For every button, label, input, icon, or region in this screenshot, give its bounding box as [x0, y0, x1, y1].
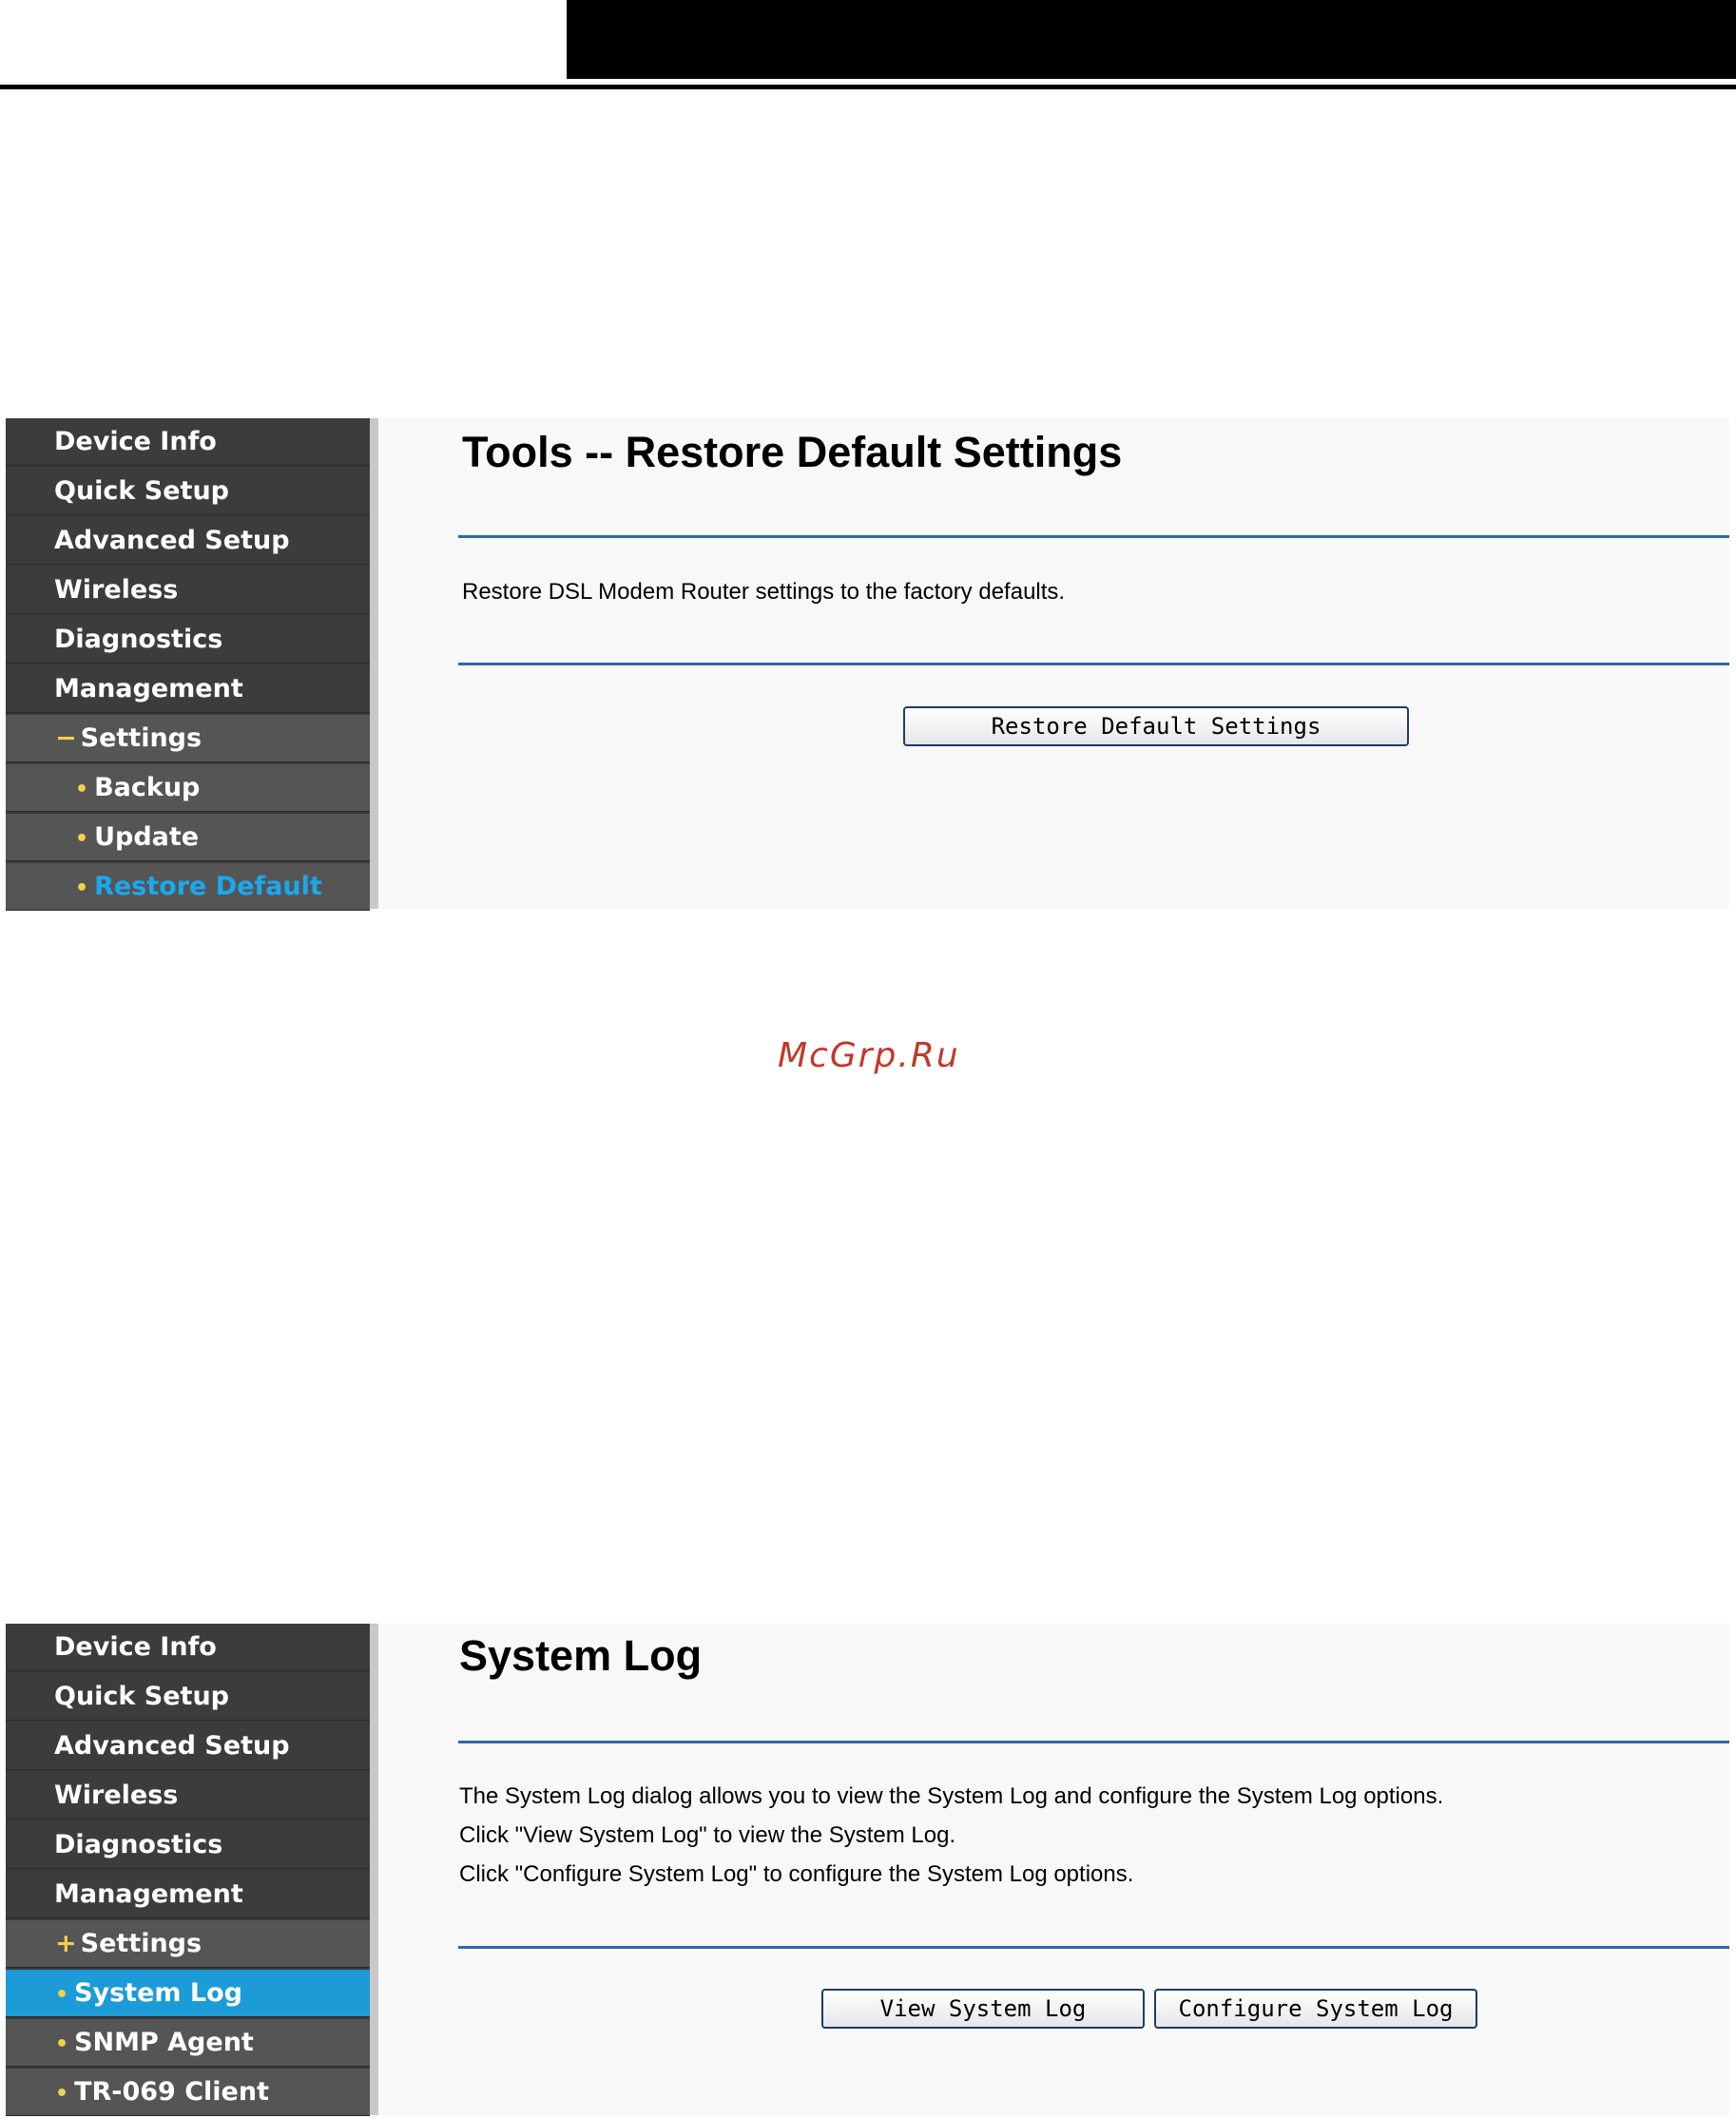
- bullet-icon: •: [55, 1983, 69, 2007]
- menu-item-quick-setup[interactable]: Quick Setup: [6, 468, 370, 515]
- view-system-log-button[interactable]: View System Log: [821, 1989, 1145, 2029]
- divider: [458, 663, 1729, 665]
- description-line-1: The System Log dialog allows you to view the System Log and configure the System Log options.: [459, 1783, 1444, 1809]
- sidebar-menu: [6, 1624, 378, 2115]
- menu-item-settings-label: Settings: [80, 723, 203, 753]
- menu-item-diagnostics[interactable]: Diagnostics: [6, 616, 370, 664]
- menu-item-device-info[interactable]: Device Info: [6, 418, 370, 466]
- system-log-screenshot: [0, 1624, 1736, 2115]
- menu-item-settings-label: Settings: [80, 1929, 203, 1958]
- menu-item-advanced-setup[interactable]: Advanced Setup: [6, 517, 370, 565]
- restore-default-settings-button[interactable]: Restore Default Settings: [903, 706, 1409, 746]
- menu-item-update-label: Update: [94, 822, 200, 852]
- content-panel: [378, 1624, 1729, 2115]
- menu-item-system-log-label: System Log: [74, 1978, 243, 2008]
- menu-item-snmp-agent-label: SNMP Agent: [74, 2028, 254, 2057]
- menu-item-settings[interactable]: [6, 1920, 370, 1968]
- collapse-icon: −: [55, 723, 77, 753]
- menu-item-backup-label: Backup: [94, 773, 201, 802]
- menu-item-tr069-client-label: TR-069 Client: [74, 2077, 270, 2107]
- header-rule: [0, 85, 1736, 89]
- menu-item-management[interactable]: Management: [6, 1871, 370, 1918]
- configure-system-log-button[interactable]: Configure System Log: [1154, 1989, 1477, 2029]
- menu-item-diagnostics[interactable]: Diagnostics: [6, 1821, 370, 1869]
- bullet-icon: •: [75, 827, 89, 851]
- description-line-3: Click "Configure System Log" to configure the System Log options.: [459, 1861, 1134, 1887]
- page-title: Tools -- Restore Default Settings: [462, 428, 1123, 476]
- sidebar-menu: [6, 418, 378, 909]
- menu-item-quick-setup[interactable]: Quick Setup: [6, 1673, 370, 1721]
- menu-item-restore-default[interactable]: [6, 863, 370, 911]
- menu-item-tr069-client[interactable]: [6, 2069, 370, 2116]
- description-line-2: Click "View System Log" to view the System Log.: [459, 1822, 956, 1848]
- expand-icon: +: [55, 1929, 77, 1958]
- menu-item-wireless[interactable]: Wireless: [6, 1772, 370, 1820]
- bullet-icon: •: [75, 876, 89, 900]
- menu-item-backup[interactable]: [6, 764, 370, 812]
- header-black-bar: [567, 0, 1736, 79]
- content-panel: [378, 418, 1729, 909]
- menu-item-update[interactable]: [6, 814, 370, 861]
- bullet-icon: •: [55, 2032, 69, 2056]
- menu-item-snmp-agent[interactable]: [6, 2019, 370, 2067]
- menu-item-device-info[interactable]: Device Info: [6, 1624, 370, 1671]
- watermark: McGrp.Ru: [778, 1036, 960, 1075]
- description-text: Restore DSL Modem Router settings to the factory defaults.: [462, 579, 1066, 605]
- bullet-icon: •: [75, 778, 89, 801]
- menu-item-management[interactable]: Management: [6, 665, 370, 713]
- divider: [458, 1946, 1729, 1949]
- menu-item-system-log[interactable]: [6, 1970, 370, 2017]
- divider: [458, 535, 1729, 538]
- menu-item-advanced-setup[interactable]: Advanced Setup: [6, 1723, 370, 1770]
- divider: [458, 1741, 1729, 1743]
- page-title: System Log: [459, 1631, 703, 1680]
- menu-item-wireless[interactable]: Wireless: [6, 567, 370, 614]
- menu-item-restore-default-label: Restore Default: [94, 872, 322, 901]
- bullet-icon: •: [55, 2082, 69, 2106]
- restore-default-screenshot: [0, 418, 1736, 909]
- menu-item-settings[interactable]: [6, 715, 370, 762]
